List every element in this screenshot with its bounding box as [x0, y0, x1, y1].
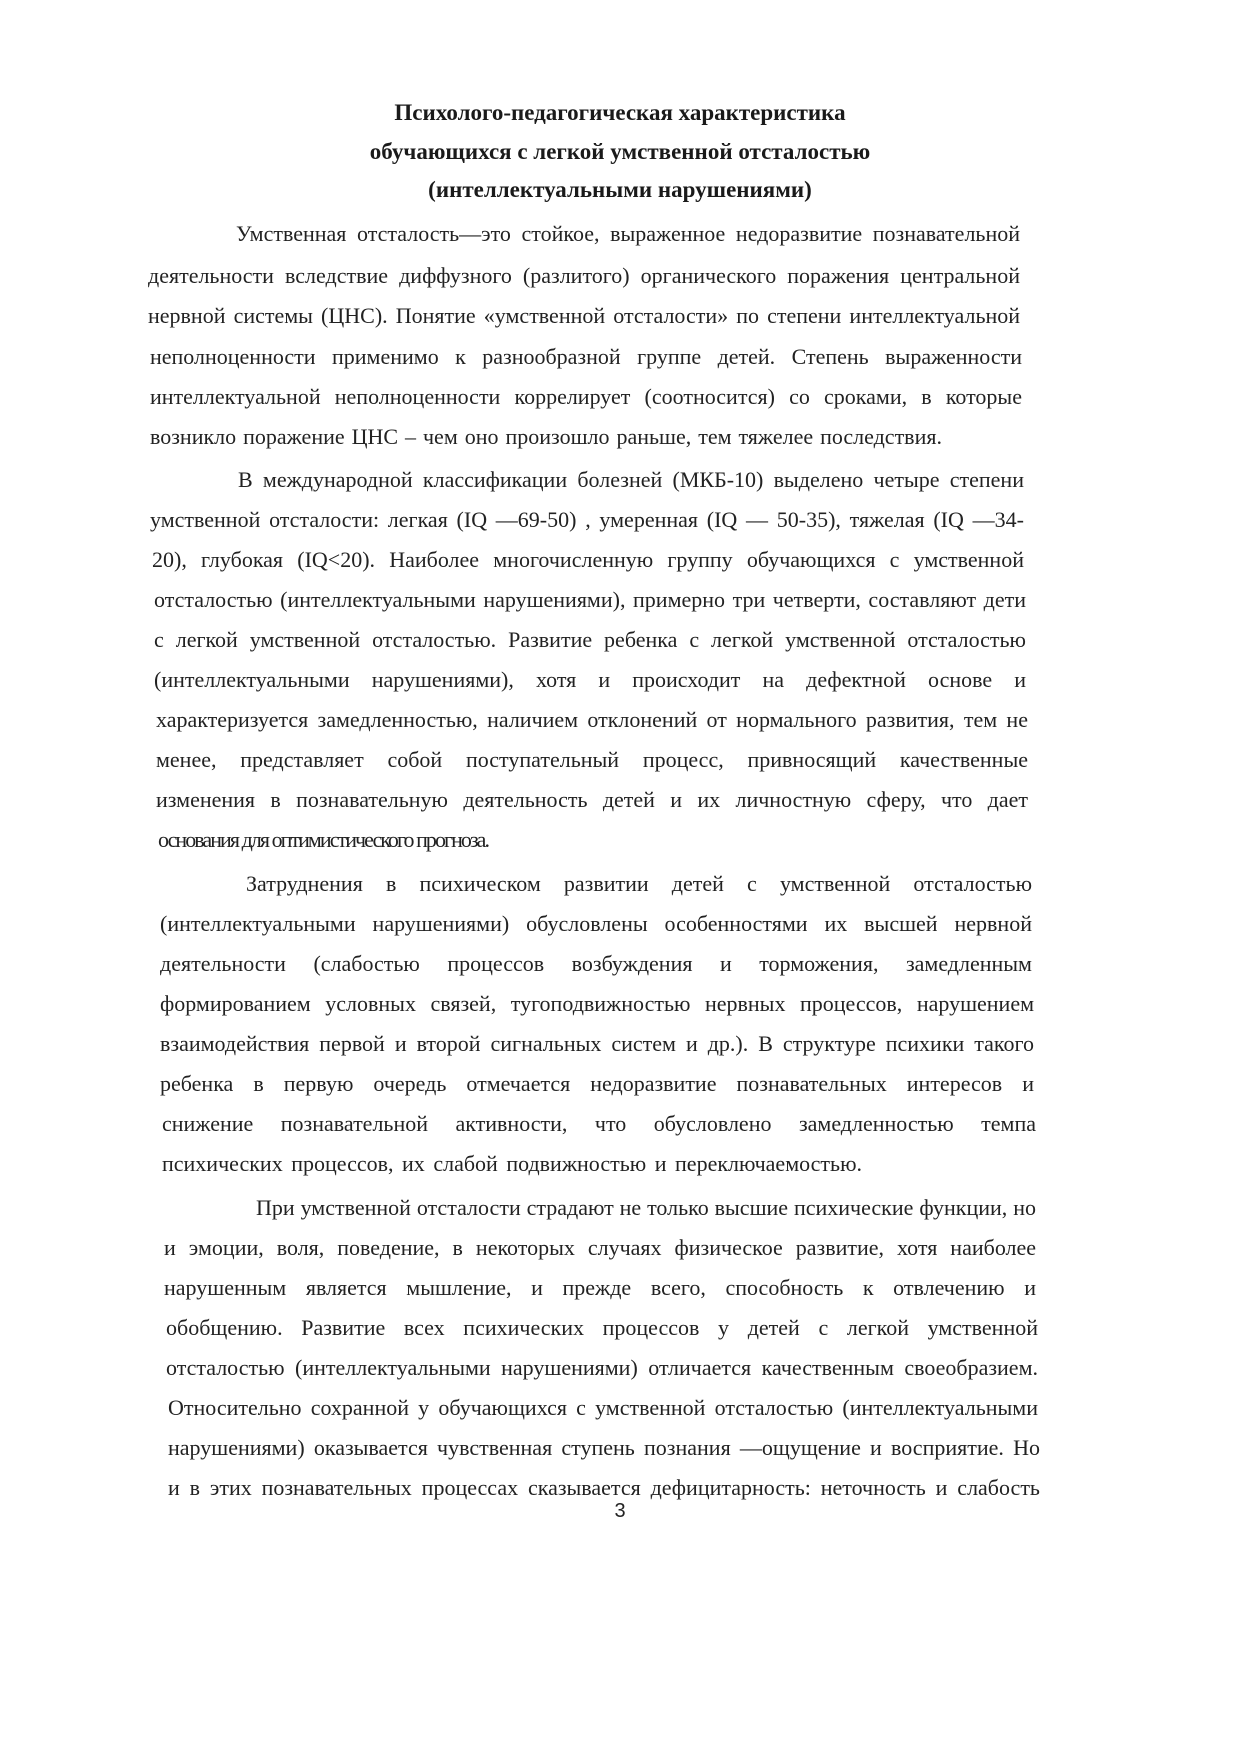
body-text-line: с легкой умственной отсталостью. Развитие ребенка с легкой умственной отсталостью [154, 627, 1026, 652]
body-text-line: отсталостью (интеллектуальными нарушениями), примерно три четверти, составляют дети [154, 587, 1027, 612]
body-text-line: менее, представляет собой поступательный процесс, привносящий качественные [156, 747, 1028, 772]
body-text-line: характеризуется замедленностью, наличием отклонений от нормального развития, тем не [156, 707, 1028, 732]
body-text-line: отсталостью (интеллектуальными нарушениями) отличается качественным своеобразием. [166, 1355, 1038, 1380]
body-text-line: психических процессов, их слабой подвижностью и переключаемостью. [162, 1151, 863, 1176]
body-text-line: 20), глубокая (IQ<20). Наиболее многочисленную группу обучающихся с умственной [152, 547, 1024, 572]
body-text-line: взаимодействия первой и второй сигнальных систем и др.). В структуре психики такого [160, 1031, 1034, 1056]
body-text-line: При умственной отсталости страдают не только высшие психические функции, но [256, 1195, 1036, 1220]
body-text-line: (интеллектуальными нарушениями) обусловлены особенностями их высшей нервной [160, 911, 1032, 936]
body-text-line: нервной системы (ЦНС). Понятие «умственной отсталости» по степени интеллектуальной [148, 303, 1021, 328]
body-text-line: формированием условных связей, тугоподвижностью нервных процессов, нарушением [160, 991, 1035, 1016]
body-text-line: снижение познавательной активности, что обусловлено замедленностью темпа [162, 1111, 1036, 1136]
body-text-line: деятельности (слабостью процессов возбуждения и торможения, замедленным [160, 951, 1032, 976]
body-text-line: основания для оптимистического прогноза. [158, 827, 489, 852]
body-text-line: изменения в познавательную деятельность детей и их личностную сферу, что дает [156, 787, 1028, 812]
body-text-line: интеллектуальной неполноценности коррелирует (соотносится) со сроками, в которые [150, 384, 1022, 409]
body-text-line: и в этих познавательных процессах сказывается дефицитарность: неточность и слабость [168, 1475, 1040, 1500]
body-text-line: обобщению. Развитие всех психических процессов у детей с легкой умственной [166, 1315, 1039, 1340]
document-title-line-1: Психолого-педагогическая характеристика [394, 100, 846, 125]
body-text-line: Умственная отсталость—это стойкое, выраженное недоразвитие познавательной [236, 221, 1020, 246]
body-text-line: нарушениями) оказывается чувственная ступень познания —ощущение и восприятие. Но [168, 1435, 1040, 1460]
body-text-line: и эмоции, воля, поведение, в некоторых случаях физическое развитие, хотя наиболее [164, 1235, 1037, 1260]
body-text-line: ребенка в первую очередь отмечается недоразвитие познавательных интересов и [160, 1071, 1034, 1096]
document-title-line-2: обучающихся с легкой умственной отсталостью [369, 139, 871, 164]
body-text-line: нарушенным является мышление, и прежде всего, способность к отвлечению и [164, 1275, 1036, 1300]
body-text-line: В международной классификации болезней (МКБ-10) выделено четыре степени [238, 467, 1024, 492]
body-text-line: умственной отсталости: легкая (IQ —69-50) , умеренная (IQ — 50-35), тяжелая (IQ —34- [150, 507, 1024, 532]
body-text-line: деятельности вследствие диффузного (разлитого) органического поражения центральной [148, 263, 1020, 288]
body-text-line: (интеллектуальными нарушениями), хотя и происходит на дефектной основе и [154, 667, 1027, 692]
page-number: 3 [614, 1500, 626, 1522]
body-text-line: возникло поражение ЦНС – чем оно произошло раньше, тем тяжелее последствия. [150, 424, 942, 449]
body-text-line: Относительно сохранной у обучающихся с умственной отсталостью (интеллектуальными [168, 1395, 1038, 1420]
document-title-line-3: (интеллектуальными нарушениями) [428, 177, 812, 202]
body-text-line: Затруднения в психическом развитии детей с умственной отсталостью [246, 871, 1032, 896]
body-text-line: неполноценности применимо к разнообразной группе детей. Степень выраженности [150, 344, 1023, 369]
